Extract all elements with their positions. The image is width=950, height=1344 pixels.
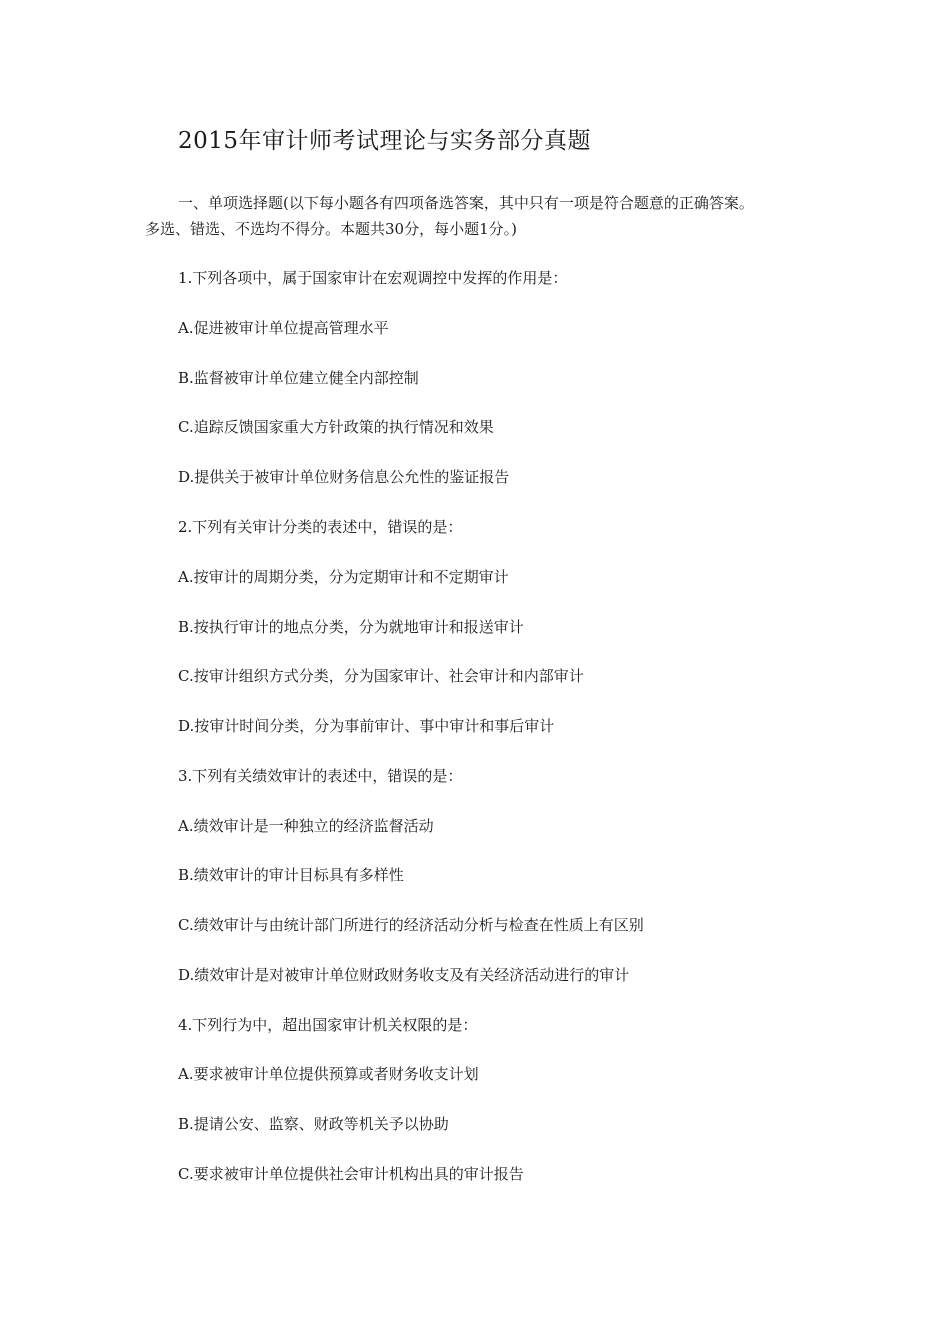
intro-line-1: 一、单项选择题(以下每小题各有四项备选答案，其中只有一项是符合题意的正确答案。 <box>178 194 754 212</box>
option-2-c: C.按审计组织方式分类，分为国家审计、社会审计和内部审计 <box>178 667 584 685</box>
question-stem-1: 1.下列各项中，属于国家审计在宏观调控中发挥的作用是： <box>178 269 568 287</box>
option-1-c: C.追踪反馈国家重大方针政策的执行情况和效果 <box>178 418 494 436</box>
option-2-b: B.按执行审计的地点分类，分为就地审计和报送审计 <box>178 618 524 636</box>
section-intro <box>145 190 835 242</box>
question-stem-4: 4.下列行为中，超出国家审计机关权限的是： <box>178 1016 478 1034</box>
option-3-b: B.绩效审计的审计目标具有多样性 <box>178 866 404 884</box>
intro-line-2: 多选、错选、不选均不得分。本题共30分，每小题1分。) <box>145 220 517 238</box>
option-4-b: B.提请公安、监察、财政等机关予以协助 <box>178 1115 449 1133</box>
question-stem-3: 3.下列有关绩效审计的表述中，错误的是： <box>178 767 463 785</box>
option-2-a: A.按审计的周期分类，分为定期审计和不定期审计 <box>178 568 509 586</box>
option-2-d: D.按审计时间分类，分为事前审计、事中审计和事后审计 <box>178 717 555 735</box>
option-3-d: D.绩效审计是对被审计单位财政财务收支及有关经济活动进行的审计 <box>178 966 630 984</box>
option-1-a: A.促进被审计单位提高管理水平 <box>178 319 389 337</box>
option-3-a: A.绩效审计是一种独立的经济监督活动 <box>178 817 434 835</box>
page-title: 2015年审计师考试理论与实务部分真题 <box>178 128 592 154</box>
option-3-c: C.绩效审计与由统计部门所进行的经济活动分析与检查在性质上有区别 <box>178 916 644 934</box>
option-1-d: D.提供关于被审计单位财务信息公允性的鉴证报告 <box>178 468 510 486</box>
option-1-b: B.监督被审计单位建立健全内部控制 <box>178 369 419 387</box>
option-4-c: C.要求被审计单位提供社会审计机构出具的审计报告 <box>178 1165 524 1183</box>
option-4-a: A.要求被审计单位提供预算或者财务收支计划 <box>178 1065 479 1083</box>
question-stem-2: 2.下列有关审计分类的表述中，错误的是： <box>178 518 463 536</box>
